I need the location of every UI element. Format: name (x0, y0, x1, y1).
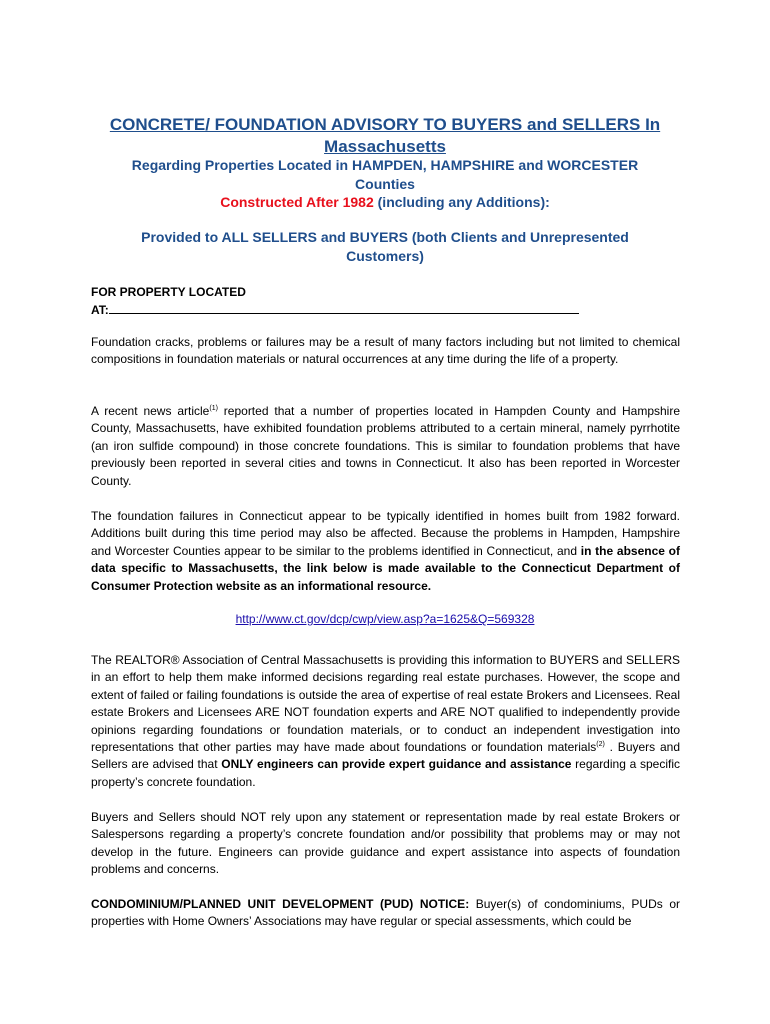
paragraph-foundation-causes (91, 334, 680, 369)
provided-to-notice (0, 228, 770, 266)
title-line-1: CONCRETE/ FOUNDATION ADVISORY TO BUYERS and SELLERS In (109, 115, 661, 134)
ct-dcp-link[interactable]: http://www.ct.gov/dcp/cwp/view.asp?a=1625&Q=569328 (235, 612, 535, 626)
property-location-field (91, 283, 680, 319)
paragraph-4-part-1: The REALTOR® Association of Central Massachusetts is providing this information to BUYERS and SELLERS in an effort to help them make informed decisions regarding real estate purchases. However, the scope and extent of failed or failing foundations is outside the area of expertise of real estate Brokers and Licensees. Real estate Brokers and Licensees ARE NOT foundation experts and ARE NOT qualified to independently provide opinions regarding foundations or foundation materials, or to conduct an independent investigation into representations that other parties may have made about foundations or foundation materials (91, 653, 680, 755)
footnote-1-marker: (1) (209, 405, 218, 412)
property-address-blank[interactable] (109, 301, 579, 314)
constructed-additions: (including any Additions): (373, 194, 550, 210)
paragraph-realtor-association (91, 652, 680, 791)
paragraph-3-normal: The foundation failures in Connecticut appear to be typically identified in homes built from 1982 forward. Additions built during this time period may also be affected. Because the problems in Hampden, Hampshire and Worcester Counties appear to be similar to the problems identified in Connecticut, and (91, 509, 680, 558)
paragraph-2-before: A recent news article (91, 404, 210, 418)
constructed-notice (0, 193, 770, 212)
paragraph-6-body: Buyer(s) of condominiums, PUDs or properties with Home Owners’ Associations may have regular or special assessments, which could be (91, 897, 680, 929)
subtitle-line-2: Counties (355, 176, 415, 192)
condominium-notice-heading: CONDOMINIUM/PLANNED UNIT DEVELOPMENT (PUD) NOTICE: (91, 897, 470, 911)
paragraph-5-text: Buyers and Sellers should NOT rely upon any statement or representation made by real estate Brokers or Salespersons regarding a property’s concrete foundation and/or possibility that problems may or may not develop in the future. Engineers can provide guidance and expert assistance into aspects of foundation problems and concerns. (91, 810, 680, 877)
paragraph-news-article (91, 403, 680, 490)
paragraph-2-text (91, 403, 680, 490)
paragraph-3-bold: in the absence of data specific to Massachusetts, the link below is made available to the Connecticut Department of Consumer Protection website as an informational resource. (91, 543, 680, 593)
document-subtitle (0, 156, 770, 194)
document-title (0, 114, 770, 158)
paragraph-rely-notice (91, 809, 680, 879)
provided-line-2: Customers) (346, 248, 424, 264)
property-location-row (91, 301, 680, 319)
paragraph-connecticut-failures (91, 508, 680, 595)
paragraph-1-text: Foundation cracks, problems or failures may be a result of many factors including but not limited to chemical compositions in foundation materials or natural occurrences at any time during the life of a property. (91, 335, 680, 367)
property-location-at: AT: (91, 303, 109, 317)
paragraph-4-bold: ONLY engineers can provide expert guidance and assistance (221, 757, 572, 772)
paragraph-4-part-3: regarding a specific property’s concrete foundation. (91, 757, 680, 789)
title-line-2: Massachusetts (324, 137, 446, 156)
paragraph-4-part-2: . Buyers and Sellers are advised that (91, 740, 680, 772)
property-location-label: FOR PROPERTY LOCATED (91, 285, 246, 299)
footnote-2-marker: (2) (596, 741, 605, 749)
paragraph-condominium-notice (91, 896, 680, 931)
constructed-after-1982: Constructed After 1982 (220, 194, 374, 210)
paragraph-6-text (91, 896, 680, 931)
paragraph-4-text (91, 652, 680, 791)
paragraph-3-text (91, 508, 680, 595)
paragraph-2-after: reported that a number of properties located in Hampden County and Hampshire County, Massachusetts, have exhibited foundation problems attributed to a certain mineral, namely pyrrhotite (an iron sulfide compound) in those concrete foundations. This is similar to foundation problems that have previously been reported in several cities and towns in Connecticut. It also has been reported in Worcester County. (91, 404, 681, 488)
subtitle-line-1: Regarding Properties Located in HAMPDEN, HAMPSHIRE and WORCESTER (131, 157, 639, 173)
provided-line-1: Provided to ALL SELLERS and BUYERS (both Clients and Unrepresented (141, 229, 629, 245)
